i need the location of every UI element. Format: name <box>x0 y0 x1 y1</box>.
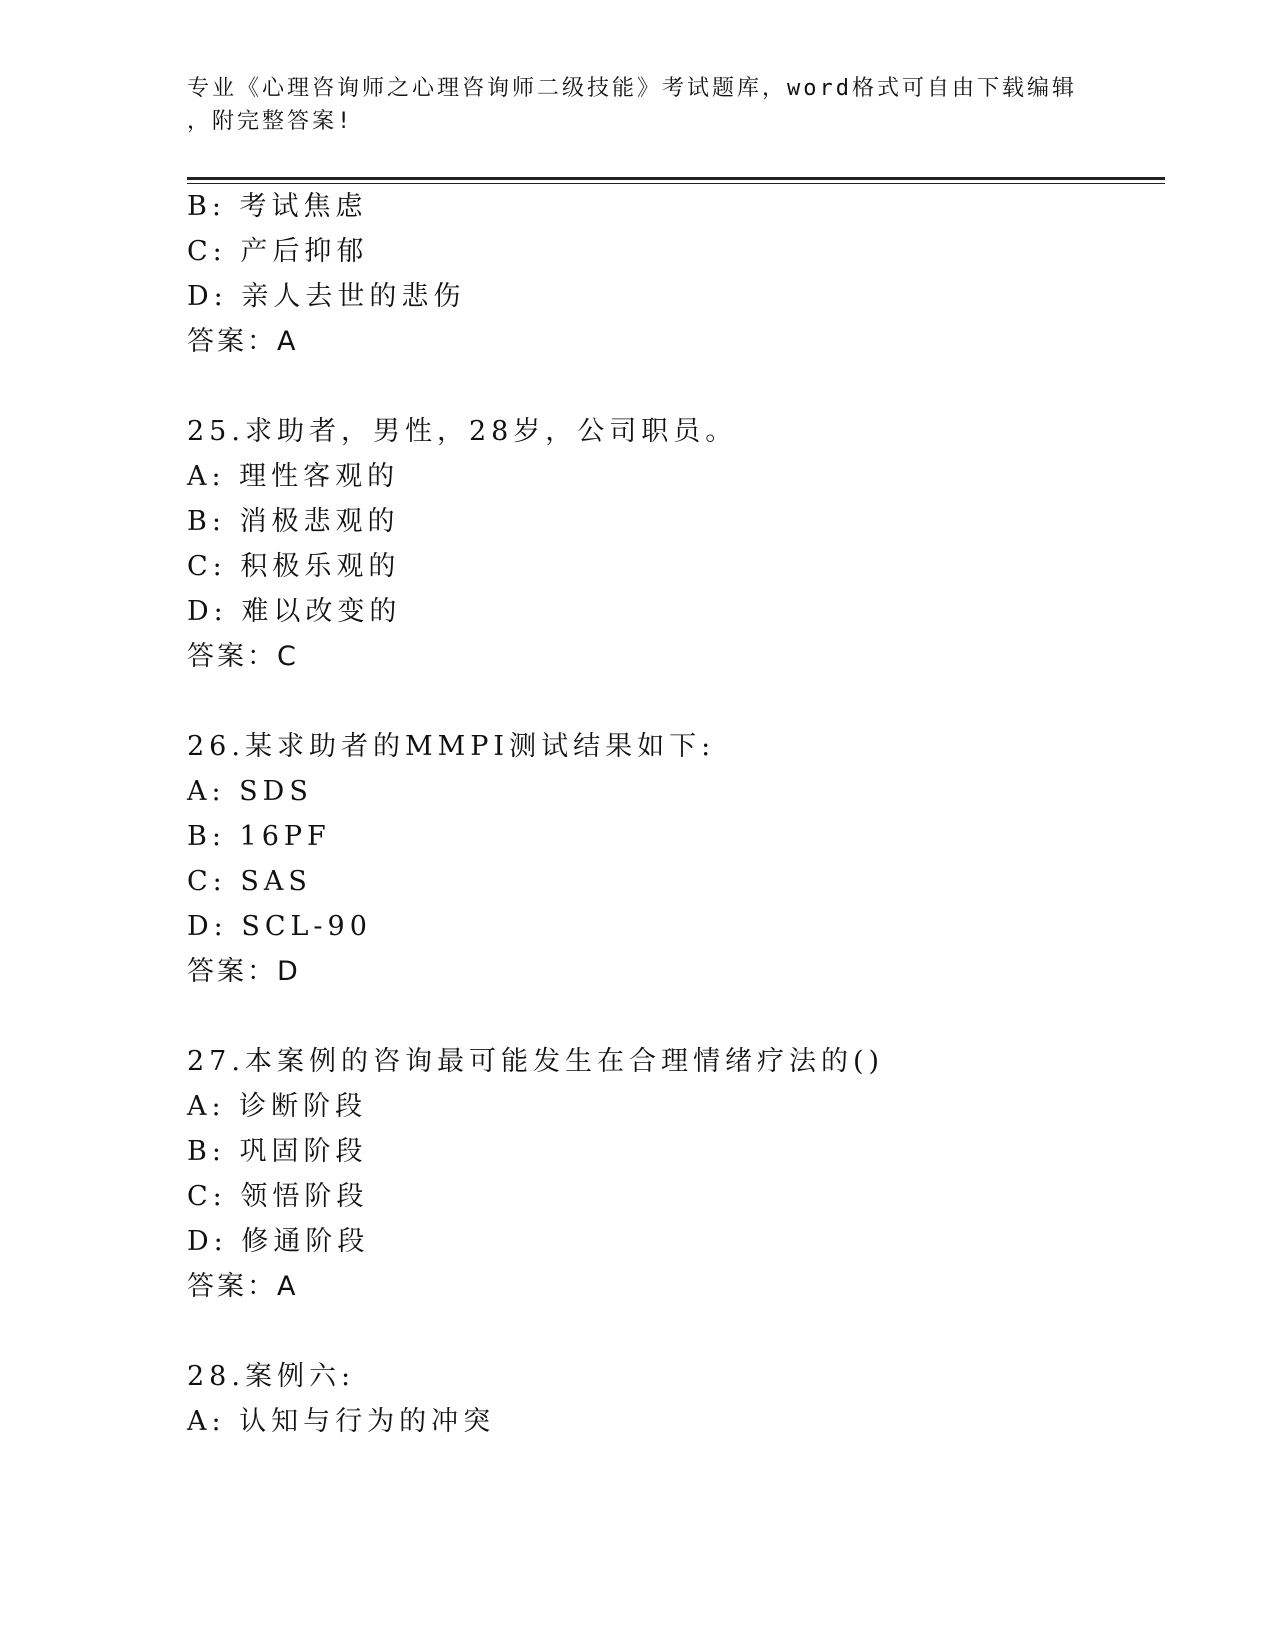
option-d: D: SCL-90 <box>187 911 372 942</box>
option-d: D: 亲人去世的悲伤 <box>187 281 466 312</box>
option-c: C: 积极乐观的 <box>187 551 401 582</box>
question-title: 27.本案例的咨询最可能发生在合理情绪疗法的() <box>187 1046 885 1077</box>
header-divider-thick <box>187 177 1165 180</box>
option-c: C: 产后抑郁 <box>187 236 369 267</box>
option-c: C: 领悟阶段 <box>187 1181 369 1212</box>
header-line-2: ，附完整答案! <box>187 109 354 134</box>
header-title <box>187 72 1087 138</box>
question-title: 26.某求助者的MMPI测试结果如下: <box>187 731 716 762</box>
option-a: A: SDS <box>187 776 313 807</box>
option-d: D: 修通阶段 <box>187 1226 370 1257</box>
option-b: B: 16PF <box>187 821 331 852</box>
answer-line: 答案：A <box>187 326 299 357</box>
option-a: A: 理性客观的 <box>187 461 400 492</box>
question-title: 28.案例六: <box>187 1361 356 1392</box>
header-divider-thin <box>187 183 1165 184</box>
answer-line: 答案：C <box>187 641 299 672</box>
option-a: A: 诊断阶段 <box>187 1091 368 1122</box>
option-c: C: SAS <box>187 866 312 897</box>
option-b: B: 考试焦虑 <box>187 191 368 222</box>
option-b: B: 巩固阶段 <box>187 1136 368 1167</box>
answer-line: 答案：D <box>187 956 301 987</box>
answer-line: 答案：A <box>187 1271 299 1302</box>
option-a: A: 认知与行为的冲突 <box>187 1406 496 1437</box>
header-line-1: 专业《心理咨询师之心理咨询师二级技能》考试题库，word格式可自由下载编辑 <box>187 76 1077 101</box>
option-d: D: 难以改变的 <box>187 596 402 627</box>
question-title: 25.求助者，男性，28岁，公司职员。 <box>187 416 738 447</box>
option-b: B: 消极悲观的 <box>187 506 400 537</box>
